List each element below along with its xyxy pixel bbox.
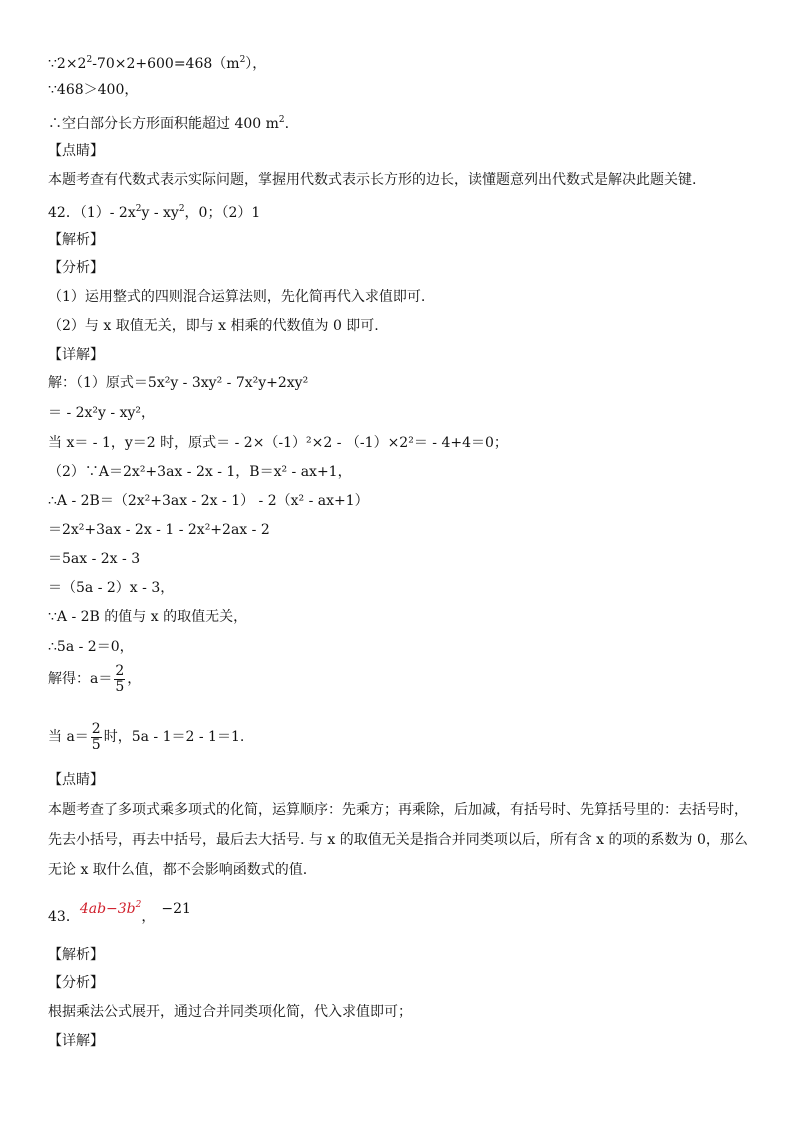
solution-line-8: ＝（5a - 2）x - 3， xyxy=(48,580,175,596)
line-3: ∴空白部分长方形面积能超过 400 $m^2$. xyxy=(48,115,290,132)
xiangjie-heading-2: 【详解】 xyxy=(48,1033,104,1049)
fraction-two-fifths: $\frac{2}{5}$ xyxy=(91,720,101,753)
solution-line-9: ∵A - 2B 的值与 x 的取值无关， xyxy=(48,609,248,625)
line-1: $\because 2\times 2^2-70\times 2+600=468(m^2)$， xyxy=(48,55,267,72)
question-42-answer: 42．（1）- $2x^2y - xy^2$，0；（2）1 xyxy=(48,204,261,221)
summary-2: 本题考查了多项式乘多项式的化简，运算顺序：先乘方；再乘除，后加减，有括号时、先算括号里的：去括号时， xyxy=(48,802,748,818)
jiexi-heading-1: 【解析】 xyxy=(48,232,104,248)
dianjing-heading-1: 【点睛】 xyxy=(48,143,104,159)
solution-line-3: 当 x＝ - 1，y＝2 时，原式＝ - 2×（-1）²×2 - （-1）×2²＝ - 4+4＝0； xyxy=(48,435,508,451)
fenxi-heading-2: 【分析】 xyxy=(48,975,104,991)
solution-line-4: （2）∵A＝2x²+3ax - 2x - 1，B＝x² - ax+1， xyxy=(48,464,352,480)
xiangjie-heading-1: 【详解】 xyxy=(48,347,104,363)
analysis-2: （2）与 x 取值无关，即与 x 相乘的代数值为 0 即可. xyxy=(48,318,379,334)
solution-line-2: ＝ - 2x²y - xy²， xyxy=(48,405,156,421)
summary-3: 先去小括号，再去中括号，最后去大括号. 与 x 的取值无关是指合并同类项以后，所有含 x 的项的系数为 0，那么 xyxy=(48,832,748,848)
solution-line-7: ＝5ax - 2x - 3 xyxy=(48,551,141,567)
answer-expression: 4ab−3b xyxy=(79,901,136,917)
fenxi-heading-1: 【分析】 xyxy=(48,260,104,276)
question-43-answer: 43．$4ab-3b^2$， −21 xyxy=(48,900,191,925)
fraction-two-fifths: $\frac{2}{5}$ xyxy=(115,662,125,695)
solution-line-1: 解：（1）原式＝5x²y - 3xy² - 7x²y+2xy² xyxy=(48,375,309,391)
summary-1: 本题考查有代数式表示实际问题，掌握用代数式表示长方形的边长，读懂题意列出代数式是解决此题关键. xyxy=(48,172,697,188)
dianjing-heading-2: 【点睛】 xyxy=(48,772,104,788)
solution-line-5: ∴A - 2B＝（2x²+3ax - 2x - 1） - 2（x² - ax+1） xyxy=(48,493,369,509)
jiexi-heading-2: 【解析】 xyxy=(48,947,104,963)
solution-line-11: 解得：a＝ $\frac{2}{5}$ ， xyxy=(48,662,142,695)
analysis-3: 根据乘法公式展开，通过合并同类项化简，代入求值即可； xyxy=(48,1004,412,1020)
solution-line-6: ＝2x²+3ax - 2x - 1 - 2x²+2ax - 2 xyxy=(48,522,270,538)
solution-line-12: 当 a＝ $\frac{2}{5}$ 时，5a - 1＝2 - 1＝1. xyxy=(48,720,245,753)
summary-4: 无论 x 取什么值，都不会影响函数式的值. xyxy=(48,862,308,878)
analysis-1: （1）运用整式的四则混合运算法则，先化简再代入求值即可. xyxy=(48,289,426,305)
solution-line-10: ∴5a - 2＝0， xyxy=(48,639,134,655)
line-2: ∵468＞400， xyxy=(48,82,139,98)
